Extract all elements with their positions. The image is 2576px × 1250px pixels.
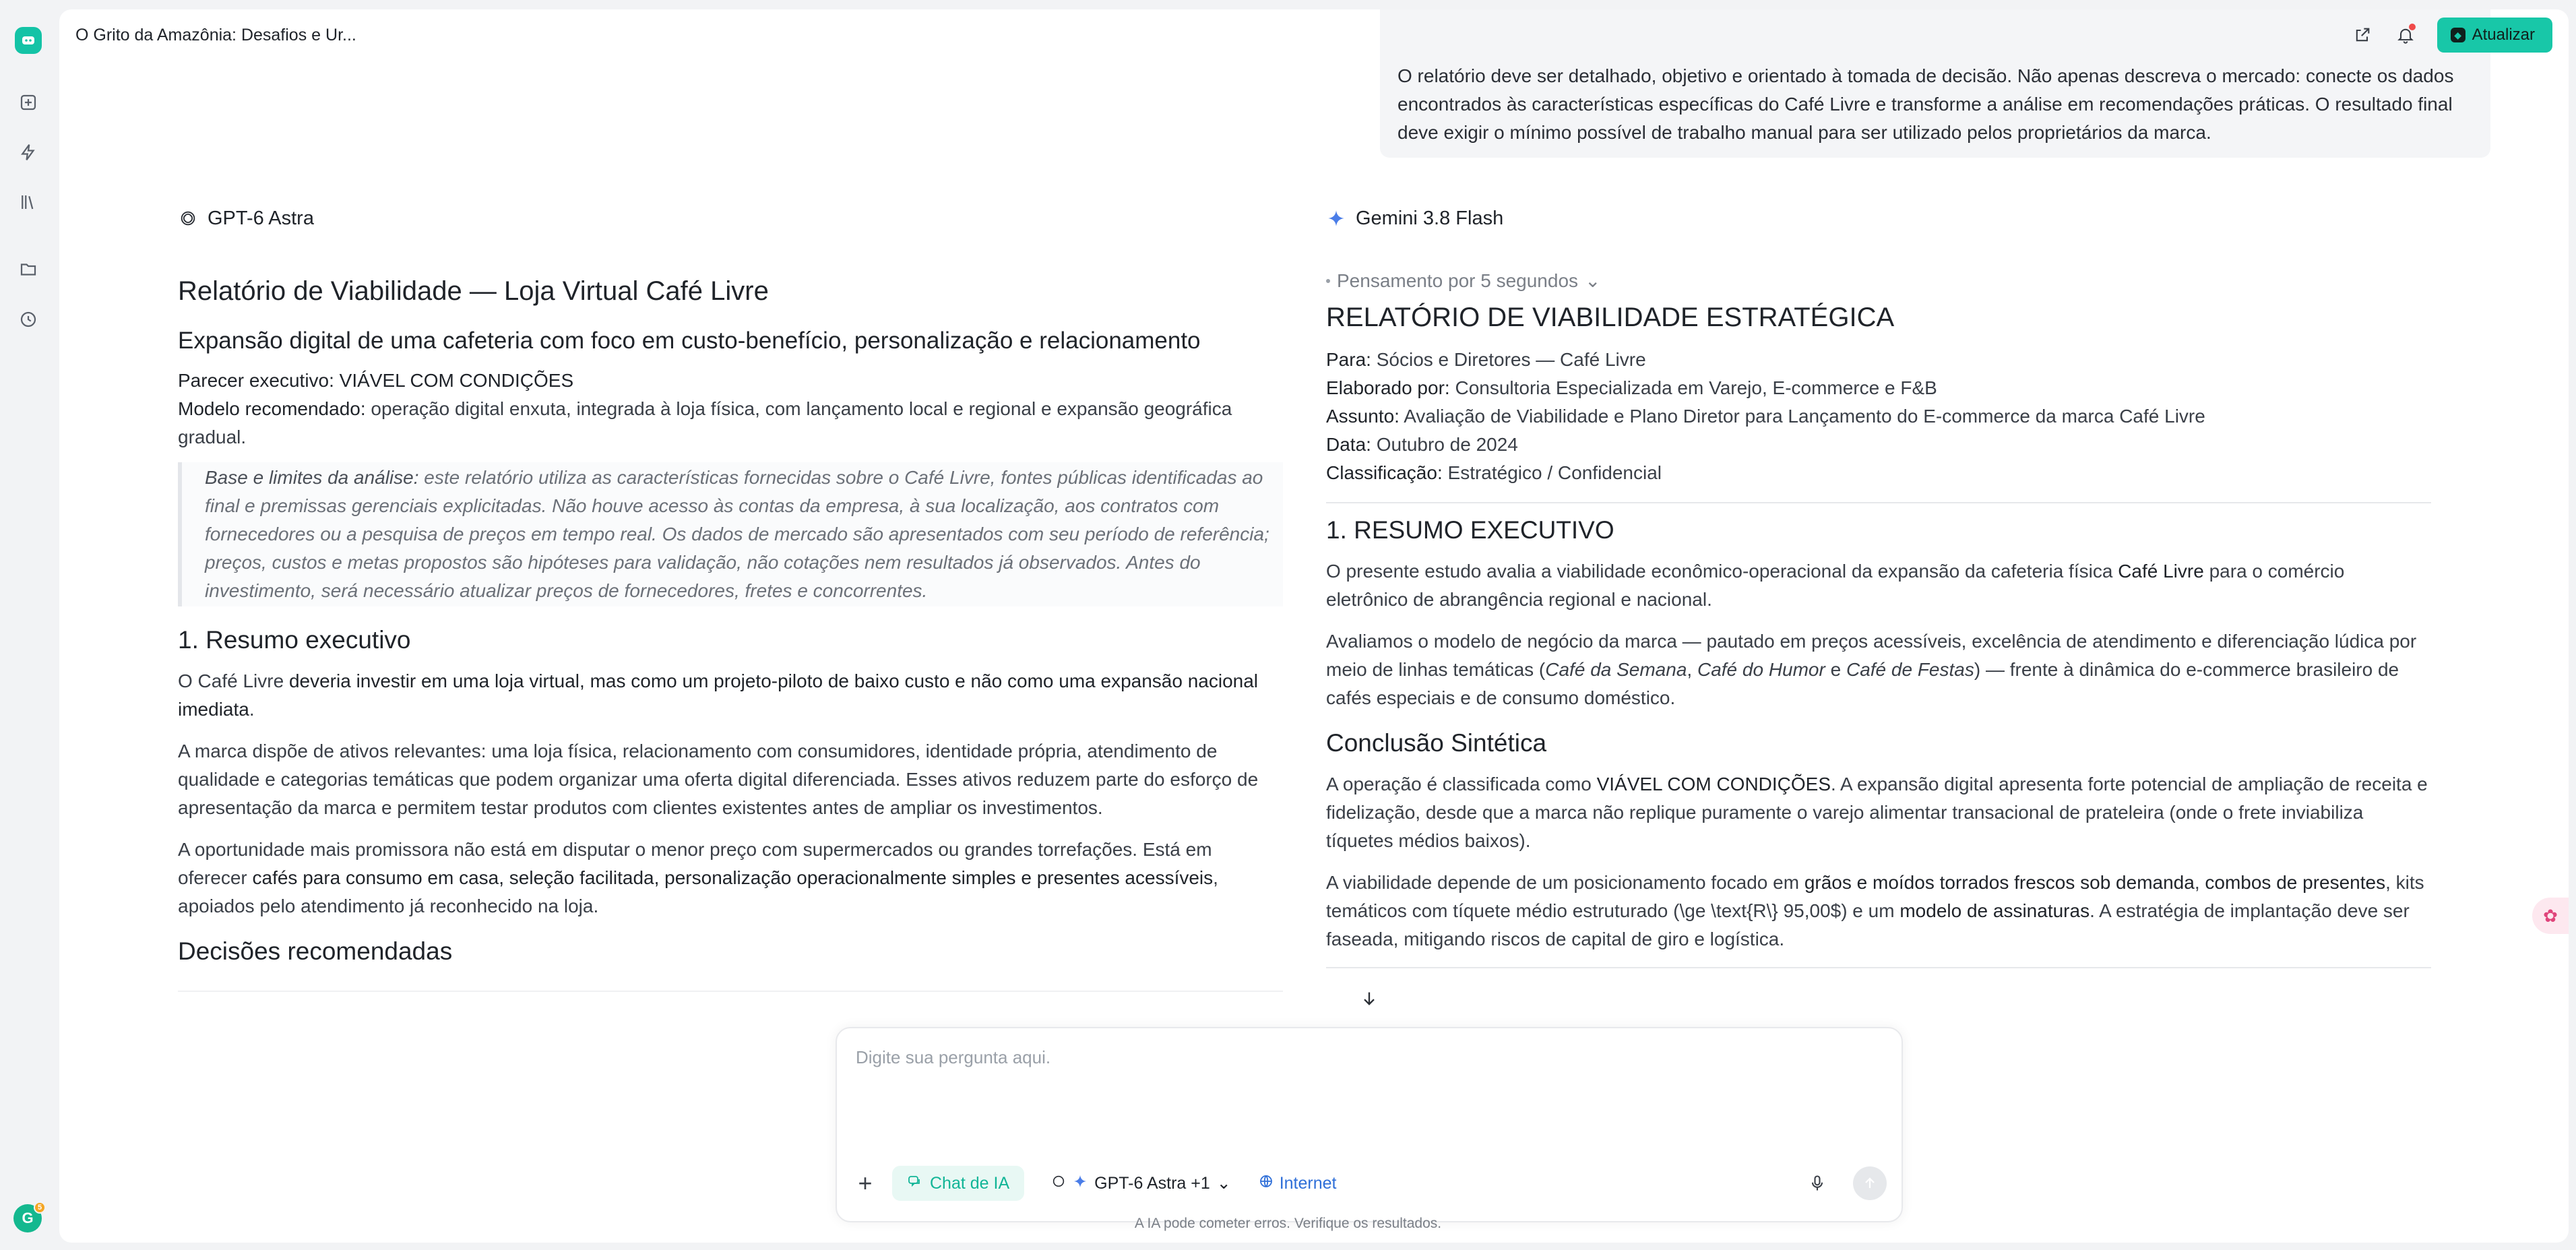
report-title-right: RELATÓRIO DE VIABILIDADE ESTRATÉGICA	[1326, 303, 1895, 332]
model-header-right	[1326, 205, 2431, 232]
quote-text: este relatório utiliza as características fornecidas sobre o Café Livre, fontes públicas identificadas ao final e premissas gerenciais explicitadas. Não houve acesso às contas da empresa, à sua localização, aos contratos com fornecedores ou a pesquisa de preços em tempo real. Os dados de mercado são apresentados com seu período de referência; preços, custos e metas propostos são hipóteses para validação, não cotações nem resultados já observados. Antes do investimento, será necessário atualizar preços de fornecedores, fretes e concorrentes.	[205, 467, 1269, 601]
response-content-left	[178, 267, 1283, 1008]
section-title-right-1: 1. RESUMO EXECUTIVO	[1326, 516, 1614, 544]
send-button[interactable]	[1853, 1166, 1887, 1200]
rp4-strong-2: combos de presentes	[2205, 872, 2386, 893]
chevron-down-icon: ⌄	[1585, 270, 1601, 291]
conversation-title[interactable]: O Grito da Amazônia: Desafios e Ur...	[75, 25, 356, 44]
internet-toggle[interactable]	[1258, 1173, 1337, 1194]
meta-value: Estratégico / Confidencial	[1447, 462, 1662, 483]
notification-dot	[2409, 24, 2416, 30]
chat-bot-logo-icon[interactable]	[15, 27, 42, 54]
section-title-left-1: 1. Resumo executivo	[178, 626, 411, 654]
model-selector-label: GPT-6 Astra +1	[1094, 1173, 1210, 1193]
topbar	[59, 9, 2569, 61]
top-actions	[2351, 18, 2552, 53]
recommended-model-value: operação digital enxuta, integrada à loja física, com lançamento local e regional e expansão geográfica gradual.	[178, 398, 1232, 447]
scroll-down-arrow-icon[interactable]	[1357, 987, 1381, 1011]
section-title-left-2: Decisões recomendadas	[178, 937, 453, 965]
rp4-mid-2: , kits temáticos com tíquete médio estruturado (\ge \text{R\} 95,00$) e um	[1326, 872, 2424, 921]
rp4-pre: A viabilidade depende de um posicionamento focado em	[1326, 872, 1800, 893]
rp2-sep-2: e	[1825, 659, 1846, 680]
rp3-pre: A operação é classificada como	[1326, 774, 1592, 794]
p3-strong: cafés para consumo em casa, seleção facilitada, personalização operacionalmente simples e presentes acessíveis	[252, 867, 1214, 888]
gemini-sparkle-icon	[1326, 208, 1346, 228]
openai-icon	[1051, 1174, 1066, 1193]
response-column-right	[1326, 205, 2431, 949]
rp2-italic-1: Café da Semana	[1545, 659, 1687, 680]
chevron-down-icon: ⌄	[1216, 1174, 1231, 1193]
meta-key: Para:	[1326, 349, 1371, 370]
rp1-strong: Café Livre	[2118, 561, 2204, 582]
globe-icon	[1258, 1173, 1274, 1194]
share-icon[interactable]	[2351, 24, 2374, 46]
divider	[1326, 502, 2431, 503]
analysis-limits-quote	[178, 462, 1283, 606]
chat-bubble-icon	[907, 1173, 923, 1194]
p1-end: .	[249, 699, 255, 720]
rp4-strong-1: grãos e moídos torrados frescos sob demanda	[1804, 872, 2195, 893]
main-panel	[59, 9, 2569, 1243]
paragraph-left-1	[178, 667, 1283, 724]
paragraph-right-4	[1326, 869, 2431, 954]
floating-assistant-icon[interactable]: ✿	[2532, 898, 2569, 934]
model-selector[interactable]	[1051, 1173, 1231, 1193]
message-input[interactable]: Digite sua pergunta aqui.	[856, 1047, 1051, 1067]
meta-row	[1326, 402, 2431, 431]
report-title-left: Relatório de Viabilidade — Loja Virtual Café Livre	[178, 276, 769, 306]
rp4-strong-3: modelo de assinaturas	[1899, 900, 2090, 921]
p3-end: , apoiados pelo atendimento já reconhecido na loja.	[178, 867, 1218, 916]
history-icon[interactable]	[13, 305, 43, 334]
lightning-icon[interactable]	[13, 137, 43, 167]
response-column-left	[178, 205, 1283, 965]
sidebar	[0, 0, 57, 1250]
meta-key: Assunto:	[1326, 406, 1400, 427]
meta-key: Elaborado por:	[1326, 377, 1450, 398]
p1-strong: deveria investir em uma loja virtual, mas como um projeto-piloto de baixo custo e não como uma expansão nacional imediata	[178, 670, 1259, 720]
gemini-sparkle-icon	[1073, 1174, 1088, 1193]
meta-value: Avaliação de Viabilidade e Plano Diretor para Lançamento do E-commerce da marca Café Livre	[1404, 406, 2205, 427]
upgrade-label: Atualizar	[2472, 26, 2535, 44]
rp4-end: . A estratégia de implantação deve ser faseada, mitigando riscos de capital de giro e logística.	[1326, 900, 2410, 949]
chat-mode-label: Chat de IA	[930, 1173, 1010, 1193]
meta-row	[1326, 431, 2431, 459]
model-name-right: Gemini 3.8 Flash	[1356, 207, 1504, 229]
microphone-icon[interactable]	[1806, 1172, 1829, 1195]
verdict-label: Parecer executivo:	[178, 370, 334, 391]
paragraph-left-3	[178, 836, 1283, 920]
thinking-toggle[interactable]	[1326, 270, 2431, 292]
content-fade	[178, 981, 1283, 1008]
composer-toolbar	[852, 1164, 1887, 1202]
new-chat-icon[interactable]	[13, 88, 43, 117]
recommended-model-label: Modelo recomendado:	[178, 398, 366, 419]
rp1-pre: O presente estudo avalia a viabilidade econômico-operacional da expansão da cafeteria física	[1326, 561, 2113, 582]
rp2-end: ) — frente à dinâmica do e-commerce brasileiro de cafés especiais e de consumo doméstico.	[1326, 659, 2399, 708]
model-name-left: GPT-6 Astra	[208, 207, 314, 229]
p3-pre: A oportunidade mais promissora não está em disputar o menor preço com supermercados ou grandes torrefações. Está em oferecer	[178, 839, 1212, 888]
user-prompt-text: O relatório deve ser detalhado, objetivo e orientado à tomada de decisão. Não apenas descreva o mercado: conecte os dados encontrados às características específicas do Café Livre e transforme a análise em recomendações práticas. O resultado final deve exigir o mínimo possível de trabalho manual para ser utilizado pelos proprietários da marca.	[1397, 65, 2454, 143]
upgrade-button[interactable]	[2437, 18, 2552, 53]
rp2-pre: Avaliamos o modelo de negócio da marca — pautado em preços acessíveis, excelência de atendimento e diferenciação lúdica por meio de linhas temáticas (	[1326, 631, 2417, 680]
model-header-left	[178, 205, 1283, 232]
ai-disclaimer: A IA pode cometer erros. Verifique os resultados.	[1134, 1216, 1442, 1231]
rp3-end: . A expansão digital apresenta forte potencial de ampliação de receita e fidelização, desde que a marca não replique puramente o varejo alimentar transacional de prateleira (onde o frete inviabiliza tíquetes médios baixos).	[1326, 774, 2428, 851]
verdict-line	[178, 367, 1283, 395]
folder-icon[interactable]	[13, 255, 43, 284]
library-icon[interactable]	[13, 187, 43, 217]
section-title-right-2: Conclusão Sintética	[1326, 729, 1547, 757]
bell-icon[interactable]	[2394, 24, 2417, 46]
meta-value: Outubro de 2024	[1376, 434, 1518, 455]
recommended-model-line	[178, 395, 1283, 451]
p1-pre: O Café Livre	[178, 670, 284, 691]
chat-mode-chip[interactable]	[892, 1166, 1024, 1201]
meta-key: Classificação:	[1326, 462, 1443, 483]
meta-key: Data:	[1326, 434, 1371, 455]
openai-icon	[178, 208, 198, 228]
paragraph-right-2	[1326, 627, 2431, 712]
add-attachment-icon[interactable]: +	[858, 1169, 873, 1197]
paragraph-right-1	[1326, 557, 2431, 614]
meta-value: Consultoria Especializada em Varejo, E-commerce e F&B	[1455, 377, 1937, 398]
rp2-italic-3: Café de Festas	[1846, 659, 1974, 680]
paragraph-right-3	[1326, 770, 2431, 855]
meta-row	[1326, 459, 2431, 487]
rp2-italic-2: Café do Humor	[1697, 659, 1825, 680]
meta-value: Sócios e Diretores — Café Livre	[1376, 349, 1646, 370]
thinking-label: Pensamento por 5 segundos	[1337, 270, 1579, 291]
verdict-value: VIÁVEL COM CONDIÇÕES	[339, 370, 574, 391]
meta-row	[1326, 374, 2431, 402]
response-content-right	[1326, 267, 2431, 1008]
composer	[836, 1027, 1903, 1222]
rp4-mid-1: ,	[2194, 872, 2200, 893]
meta-row	[1326, 346, 2431, 374]
divider	[1326, 967, 2431, 968]
upgrade-icon: ◆	[2451, 28, 2465, 42]
rp3-strong: VIÁVEL COM CONDIÇÕES	[1596, 774, 1831, 794]
avatar-letter: G	[22, 1210, 34, 1226]
rp2-sep-1: ,	[1687, 659, 1697, 680]
quote-lead: Base e limites da análise:	[205, 467, 419, 488]
report-meta	[1326, 346, 2431, 487]
internet-label: Internet	[1279, 1173, 1337, 1193]
thinking-dot	[1326, 279, 1330, 283]
rp1-end: para o comércio eletrônico de abrangência regional e nacional.	[1326, 561, 2345, 610]
avatar-badge: 5	[34, 1201, 46, 1214]
content-fade	[1326, 981, 2431, 1008]
paragraph-left-2: A marca dispõe de ativos relevantes: uma loja física, relacionamento com consumidores, identidade própria, atendimento de qualidade e categorias temáticas que podem organizar uma oferta digital diferenciada. Esses ativos reduzem parte do esforço de apresentação da marca e permitem testar produtos com clientes existentes antes de ampliar os investimentos.	[178, 741, 1259, 818]
report-subtitle-left: Expansão digital de uma cafeteria com foco em custo-benefício, personalização e relacionamento	[178, 327, 1201, 354]
